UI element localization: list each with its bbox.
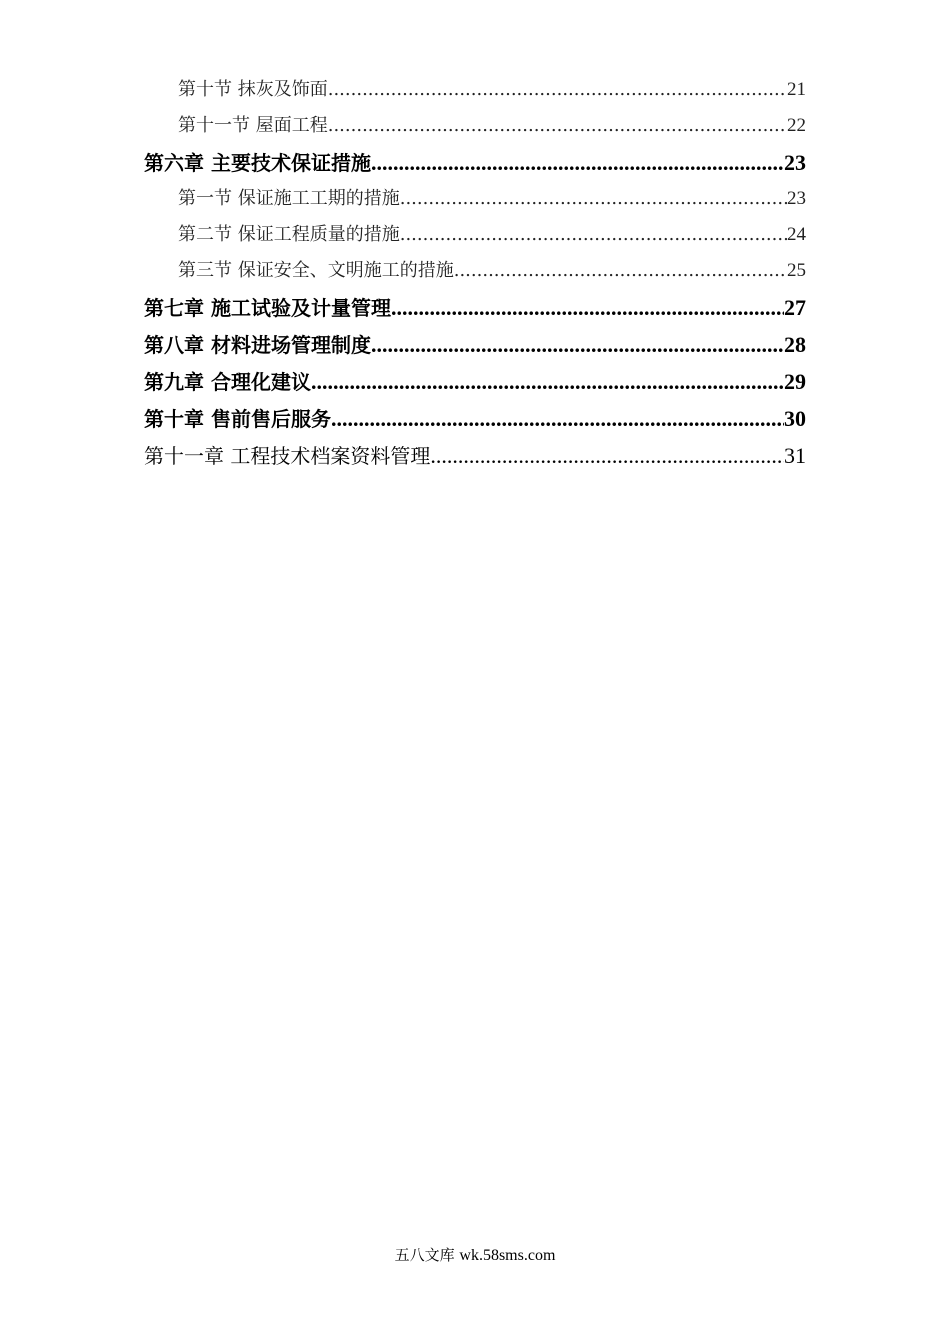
toc-entry-label: 第七章 施工试验及计量管理 <box>144 296 391 320</box>
toc-entry-chapter-7[interactable] <box>144 289 806 326</box>
toc-page-number: 25 <box>787 260 806 281</box>
toc-page-number: 31 <box>784 443 806 468</box>
toc-entry-label: 第十一节 屋面工程 <box>178 115 328 136</box>
toc-entry-section-3[interactable] <box>144 253 806 289</box>
toc-page-number: 23 <box>784 150 806 175</box>
toc-entry-label: 第十节 抹灰及饰面 <box>178 79 328 100</box>
toc-dot-leader <box>311 363 784 400</box>
toc-dot-leader <box>430 437 784 474</box>
toc-page-number: 29 <box>784 369 806 394</box>
toc-dot-leader <box>371 144 784 181</box>
toc-page-number: 30 <box>784 406 806 431</box>
toc-entry-label: 第十章 售前售后服务 <box>144 407 331 431</box>
toc-dot-leader <box>400 217 787 253</box>
toc-entry-chapter-6[interactable] <box>144 144 806 181</box>
footer-brand: 五八文库 <box>394 1246 455 1264</box>
toc-entry-label: 第一节 保证施工工期的措施 <box>178 188 400 209</box>
toc-page-number: 21 <box>787 79 806 100</box>
toc-entry-chapter-9[interactable] <box>144 363 806 400</box>
toc-entry-chapter-10[interactable] <box>144 400 806 437</box>
toc-page-number: 23 <box>787 188 806 209</box>
toc-entry-section-1[interactable] <box>144 181 806 217</box>
toc-entry-label: 第二节 保证工程质量的措施 <box>178 224 400 245</box>
toc-dot-leader <box>331 400 784 437</box>
toc-entry-section-2[interactable] <box>144 217 806 253</box>
toc-dot-leader <box>328 108 787 144</box>
toc-dot-leader <box>328 72 787 108</box>
toc-dot-leader <box>454 253 787 289</box>
toc-dot-leader <box>391 289 784 326</box>
toc-entry-section-10[interactable] <box>144 72 806 108</box>
toc-page-number: 24 <box>787 224 806 245</box>
table-of-contents <box>144 72 806 474</box>
toc-entry-label: 第三节 保证安全、文明施工的措施 <box>178 260 454 281</box>
toc-entry-label: 第九章 合理化建议 <box>144 370 311 394</box>
toc-dot-leader <box>400 181 787 217</box>
toc-entry-chapter-11[interactable] <box>144 437 806 474</box>
toc-page-number: 28 <box>784 332 806 357</box>
toc-entry-chapter-8[interactable] <box>144 326 806 363</box>
toc-entry-section-11[interactable] <box>144 108 806 144</box>
page-footer <box>0 1244 950 1265</box>
toc-page-number: 22 <box>787 115 806 136</box>
toc-entry-label: 第六章 主要技术保证措施 <box>144 151 371 175</box>
footer-site-link[interactable]: wk.58sms.com <box>459 1247 556 1264</box>
toc-entry-label: 第八章 材料进场管理制度 <box>144 333 371 357</box>
toc-page-number: 27 <box>784 295 806 320</box>
toc-dot-leader <box>371 326 784 363</box>
toc-entry-label: 第十一章 工程技术档案资料管理 <box>144 444 431 468</box>
